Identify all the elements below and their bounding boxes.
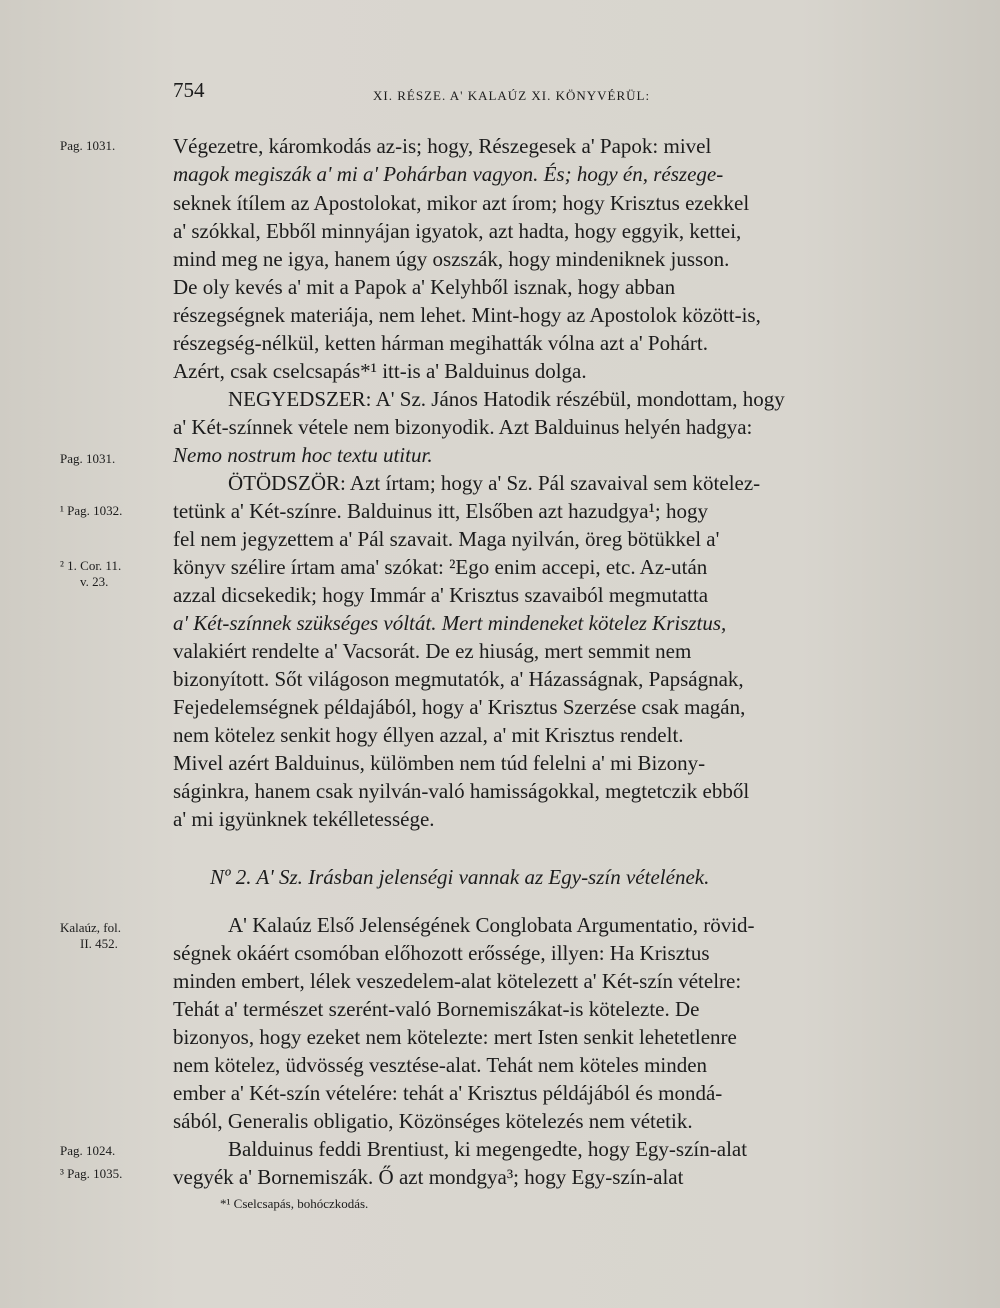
text-line: könyv szélire írtam ama' szókat: ²Ego enim accepi, etc. Az-után — [173, 555, 708, 579]
text-line: ember a' Két-szín vételére: tehát a' Krisztus példájából és mondá- — [173, 1081, 723, 1105]
text-line: Balduinus feddi Brentiust, ki megengedte, hogy Egy-szín-alat — [228, 1137, 748, 1161]
running-title: XI. RÉSZE. A' KALAÚZ XI. KÖNYVÉRÜL: — [373, 88, 651, 103]
text-line: A' Kalaúz Első Jelenségének Conglobata Argumentatio, rövid- — [228, 913, 755, 937]
text-line: ságinkra, hanem csak nyilván-való hamisságokkal, megtetczik ebből — [173, 779, 750, 803]
margin-note: ¹ Pag. 1032. — [60, 503, 123, 518]
text-line: mind meg ne igya, hanem úgy oszszák, hogy mindeniknek jusson. — [173, 247, 730, 271]
footnote: *¹ Cselcsapás, bohóczkodás. — [220, 1196, 369, 1211]
text-line: magok megiszák a' mi a' Pohárban vagyon. És; hogy én, részege- — [173, 162, 724, 186]
margin-note: ² 1. Cor. 11. — [60, 558, 122, 573]
page-number: 754 — [173, 78, 205, 102]
text-line: valakiért rendelte a' Vacsorát. De ez hiuság, mert semmit nem — [173, 639, 692, 663]
text-line: bizonyított. Sőt világoson megmutatók, a' Házasságnak, Papságnak, — [173, 667, 744, 691]
text-line: NEGYEDSZER: A' Sz. János Hatodik részébül, mondottam, hogy — [228, 387, 785, 411]
margin-note: II. 452. — [80, 936, 118, 951]
text-line: nem kötelez senkit hogy éllyen azzal, a' mit Krisztus rendelt. — [173, 723, 684, 747]
text-line: seknek ítílem az Apostolokat, mikor azt írom; hogy Krisztus ezekkel — [173, 191, 750, 215]
margin-note: ³ Pag. 1035. — [60, 1166, 123, 1181]
text-line: részegség-nélkül, ketten hárman megihatták vólna azt a' Pohárt. — [173, 331, 708, 355]
page-header — [173, 78, 893, 108]
text-line: a' Két-színnek szükséges vóltát. Mert mindeneket kötelez Krisztus, — [173, 611, 727, 635]
text-line: a' szókkal, Ebből minnyájan igyatok, azt hadta, hogy eggyik, kettei, — [173, 219, 742, 243]
text-line: a' Két-színnek vétele nem bizonyodik. Azt Balduinus helyén hadgya: — [173, 415, 753, 439]
margin-note: Pag. 1031. — [60, 138, 116, 153]
text-line: bizonyos, hogy ezeket nem kötelezte: mert Isten senkit lehetetlenre — [173, 1025, 737, 1049]
text-line: Azért, csak cselcsapás*¹ itt-is a' Balduinus dolga. — [173, 359, 587, 383]
text-line: a' mi igyünknek tekélletessége. — [173, 807, 435, 831]
margin-note: Pag. 1024. — [60, 1143, 116, 1158]
text-line: ségnek okáért csomóban előhozott erőssége, illyen: Ha Krisztus — [173, 941, 710, 965]
section-heading: Nº 2. A' Sz. Irásban jelenségi vannak az Egy-szín vételének. — [210, 865, 710, 889]
text-line: azzal dicsekedik; hogy Immár a' Krisztus szavaiból megmutatta — [173, 583, 709, 607]
margin-note: Kalaúz, fol. — [60, 920, 122, 935]
margin-note: Pag. 1031. — [60, 451, 116, 466]
text-line: Nemo nostrum hoc textu utitur. — [173, 443, 433, 467]
text-line: Végezetre, káromkodás az-is; hogy, Részegesek a' Papok: mivel — [173, 134, 712, 158]
text-line: Fejedelemségnek példajából, hogy a' Krisztus Szerzése csak magán, — [173, 695, 746, 719]
text-line: részegségnek materiája, nem lehet. Mint-hogy az Apostolok között-is, — [173, 303, 761, 327]
text-line: ÖTÖDSZÖR: Azt írtam; hogy a' Sz. Pál szavaival sem kötelez- — [228, 471, 761, 495]
text-line: tetünk a' Két-színre. Balduinus itt, Elsőben azt hazudgya¹; hogy — [173, 499, 708, 523]
text-line: minden embert, lélek veszedelem-alat kötelezett a' Két-szín vételre: — [173, 969, 742, 993]
text-line: Tehát a' természet szerént-való Bornemiszákat-is kötelezte. De — [173, 997, 700, 1021]
text-line: De oly kevés a' mit a Papok a' Kelyhből isznak, hogy abban — [173, 275, 676, 299]
text-line: vegyék a' Bornemiszák. Ő azt mondgya³; hogy Egy-szín-alat — [173, 1165, 684, 1189]
margin-note: v. 23. — [80, 574, 109, 589]
text-line: Mivel azért Balduinus, külömben nem túd felelni a' mi Bizony- — [173, 751, 706, 775]
text-line: nem kötelez, üdvösség vesztése-alat. Tehát nem köteles minden — [173, 1053, 708, 1077]
text-line: fel nem jegyzettem a' Pál szavait. Maga nyilván, öreg bötükkel a' — [173, 527, 720, 551]
text-line: sából, Generalis obligatio, Közönséges kötelezés nem vétetik. — [173, 1109, 693, 1133]
